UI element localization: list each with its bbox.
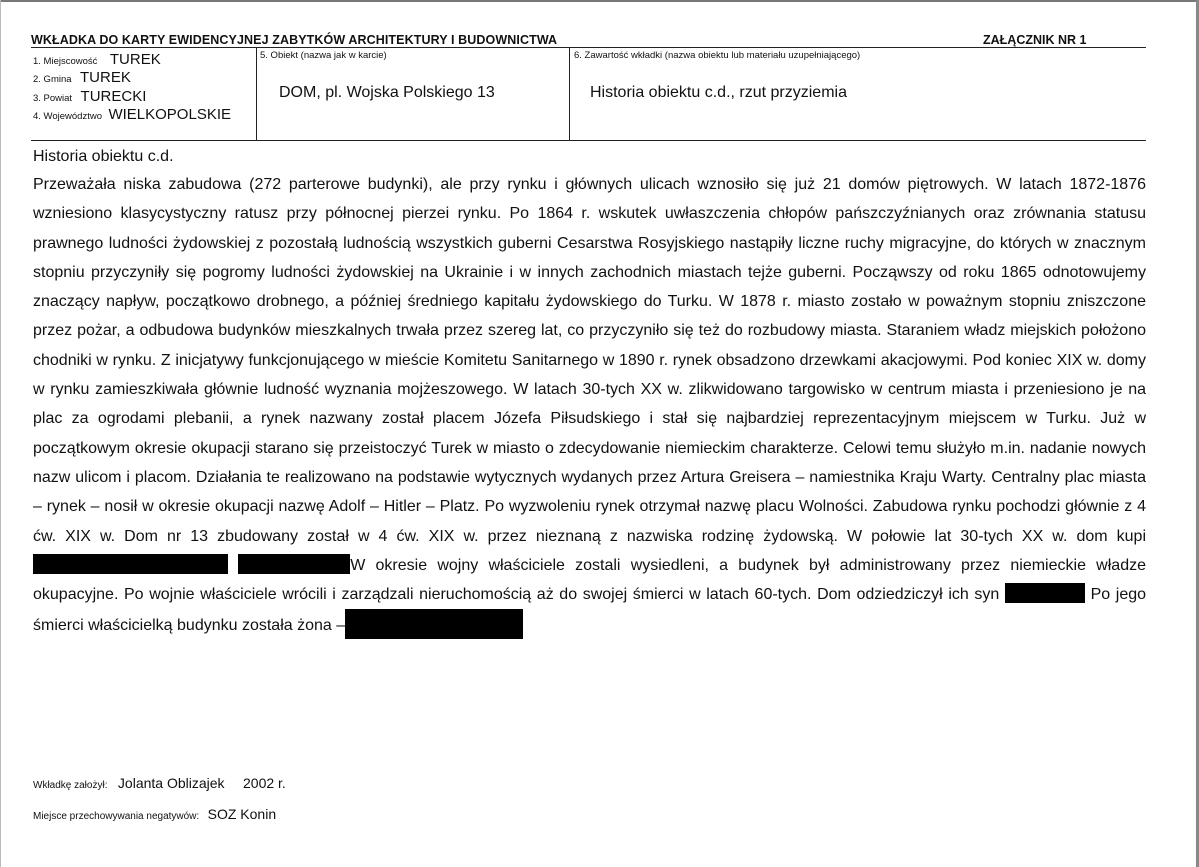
wojewodztwo-label: 4. Województwo	[33, 111, 102, 122]
object-label: 5. Obiekt (nazwa jak w karcie)	[260, 50, 387, 61]
gmina-label: 2. Gmina	[33, 74, 72, 85]
wojewodztwo-value: WIELKOPOLSKIE	[108, 106, 231, 123]
content-value: Historia obiektu c.d., rzut przyziemia	[590, 84, 847, 101]
history-paragraph-3: Po jego śmierci właścicielką budynku została żona –	[33, 586, 1147, 635]
header-top-rule	[31, 47, 1146, 48]
gmina-row	[33, 69, 131, 87]
section-title: Historia obiektu c.d.	[33, 148, 174, 165]
author-label: Wkładkę założył:	[33, 780, 108, 791]
author-year: 2002 r.	[243, 775, 286, 791]
annex-number: ZAŁĄCZNIK NR 1	[983, 33, 1087, 47]
negatives-location: SOZ Konin	[207, 806, 277, 822]
redaction-block	[238, 554, 350, 574]
wojewodztwo-row	[33, 106, 231, 124]
col-divider-2	[569, 47, 570, 140]
miejscowosc-value: TUREK	[109, 51, 161, 68]
redaction-block	[33, 554, 228, 574]
redaction-block	[345, 609, 523, 639]
scan-border-top	[0, 0, 1199, 2]
author-row	[33, 775, 286, 793]
form-title: WKŁADKA DO KARTY EWIDENCYJNEJ ZABYTKÓW ARCHITEKTURY I BUDOWNICTWA	[31, 33, 558, 47]
powiat-row	[33, 88, 146, 106]
history-paragraph-2: W okresie wojny właściciele zostali wysiedleni, a budynek był administrowany przez niemieckie władze okupacyjne. Po wojnie właściciele wrócili i zarządzali nieruchomością aż do swojej śmierci w latach 60-tych. Dom odziedziczył ich syn	[33, 556, 1146, 604]
content-label: 6. Zawartość wkładki (nazwa obiektu lub materiału uzupełniającego)	[574, 50, 861, 61]
history-paragraph-1: Przeważała niska zabudowa (272 parterowe budynki), ale przy rynku i głównych ulicach wznosiło się już 21 domów piętrowych. W latach 1872-1876 wzniesiono klasycystyczny ratusz przy północnej pierzei rynku. Po 1864 r. wskutek uwłaszczenia chłopów pańszczyźnianych oraz zrównania statusu prawnego ludności żydowskiej z pozostałą ludnością wszystkich guberni Cesarstwa Rosyjskiego nastąpiły liczne ruchy migracyjne, do których w znacznym stopniu przyczyniły się pogromy ludności żydowskiej na Ukrainie i w innych zachodnich miastach tejże guberni. Począwszy od roku 1865 odnotowujemy znaczący napływ, początkowo drobnego, a później średniego kapitału żydowskiego do Turku. W 1878 r. miasto zostało w poważnym stopniu zniszczone przez pożar, a odbudowa budynków mieszkalnych trwała przez szereg lat, co przyczyniło się też do rozbudowy miasta. Staraniem władz miejskich położono chodniki w rynku. Z inicjatywy funkcjonującego w mieście Komitetu Sanitarnego w 1890 r. rynek obsadzono drzewkami akacjowymi. Pod koniec XIX w. domy w rynku zamieszkiwała głównie ludność wyznania mojżeszowego. W latach 30-tych XX w. zlikwidowano targowisko w centrum miasta i przeniesiono je na plac za ogrodami plebanii, a rynek nazwany został placem Józefa Piłsudskiego i stał się najbardziej reprezentacyjnym miejscem w Turku. Już w początkowym okresie okupacji starano się przeistoczyć Turek w miasto o zdecydowanie niemieckim charakterze. Celowi temu służyło m.in. nadanie nowych nazw ulicom i placom. Działania te realizowano na podstawie wytycznych wydanych przez Artura Greisera – namiestnika Kraju Warty. Centralny plac miasta – rynek – nosił w okresie okupacji nazwę Adolf – Hitler – Platz. Po wyzwoleniu rynek otrzymał nazwę placu Wolności. Zabudowa rynku pochodzi głównie z 4 ćw. XIX w. Dom nr 13 zbudowany został w 4 ćw. XIX w. przez nieznaną z nazwiska rodzinę żydowską. W połowie lat 30-tych XX w. dom kupi	[33, 176, 1146, 545]
powiat-label: 3. Powiat	[33, 93, 73, 104]
gmina-value: TUREK	[80, 69, 131, 86]
scan-border-left	[0, 0, 1, 867]
header-bottom-rule	[31, 140, 1146, 141]
miejscowosc-row	[33, 51, 161, 69]
powiat-value: TURECKI	[80, 88, 147, 105]
negatives-label: Miejsce przechowywania negatywów:	[33, 811, 200, 822]
negatives-row	[33, 806, 276, 824]
author-name: Jolanta Oblizajek	[117, 775, 225, 791]
redaction-block	[1005, 583, 1085, 603]
miejscowosc-label: 1. Miejscowość	[33, 56, 98, 67]
object-value: DOM, pl. Wojska Polskiego 13	[279, 84, 495, 101]
col-divider-1	[256, 47, 257, 140]
history-text	[33, 170, 1146, 641]
